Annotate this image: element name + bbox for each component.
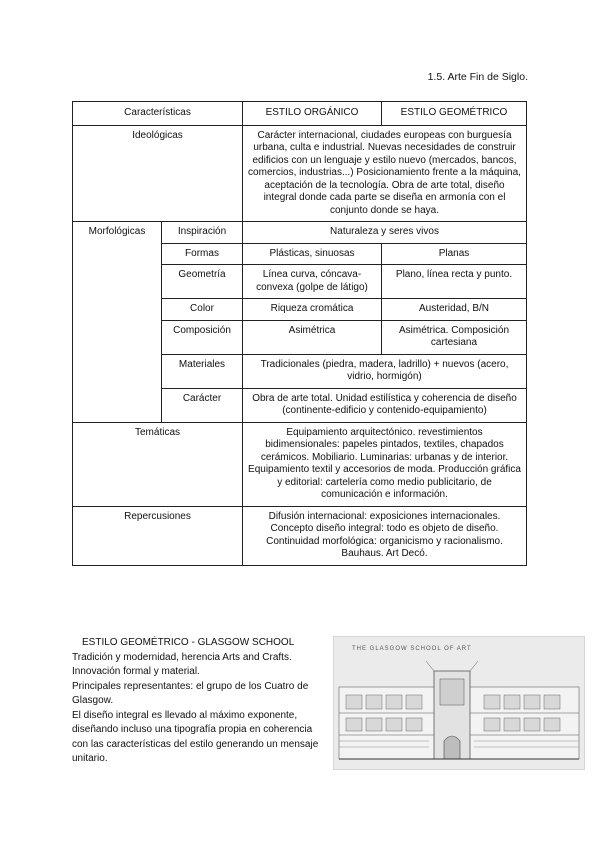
table-row-tematicas <box>73 422 527 506</box>
table-row-repercusiones <box>73 506 527 565</box>
cell-tematicas: Equipamiento arquitectónico. revestimientos bidimensionales: papeles pintados, textiles, chapados cerámicos. Mobiliario. Luminarias: urbanas y de interior. Equipamiento textil y accesorios de moda. Producción gráfica y editorial: cartelería como medio publicitario, de comunicación e información. <box>243 422 527 506</box>
sub-label-composicion: Composición <box>162 320 243 354</box>
sub-label-inspiracion: Inspiración <box>162 222 243 244</box>
cell-color-organico: Riqueza cromática <box>243 299 382 321</box>
glasgow-school-section <box>72 636 322 767</box>
cell-ideologicas: Carácter internacional, ciudades europeas con burguesía urbana, culta e industrial. Nuevas necesidades de construir edificios con un lenguaje y estilo nuevo (mercados, bancos, comercios, industrias...) Posicionamiento frente a la máquina, aceptación de la tecnología. Obra de arte total, diseño integral donde cada parte se diseña en armonía con el conjunto donde se haya. <box>243 125 527 222</box>
cell-formas-organico: Plásticas, sinuosas <box>243 243 382 265</box>
cell-inspiracion: Naturaleza y seres vivos <box>243 222 527 244</box>
table-row-ideologicas <box>73 125 527 222</box>
sub-label-color: Color <box>162 299 243 321</box>
cell-color-geometrico: Austeridad, B/N <box>382 299 527 321</box>
paragraph-line: Tradición y modernidad, herencia Arts and Crafts. <box>72 651 292 663</box>
sub-label-geometria: Geometría <box>162 265 243 299</box>
paragraph-line: El diseño integral es llevado al máximo exponente, diseñando incluso una tipografía propia en coherencia con las características del estilo generando un mensaje unitario. <box>72 709 319 764</box>
cell-geometria-geometrico: Plano, línea recta y punto. <box>382 265 527 299</box>
row-label-ideologicas: Ideológicas <box>73 125 243 222</box>
paragraph-line: Innovación formal y material. <box>72 666 200 677</box>
building-illustration <box>334 637 584 769</box>
row-label-tematicas: Temáticas <box>73 422 243 506</box>
cell-repercusiones: Difusión internacional: exposiciones internacionales. Concepto diseño integral: todo es objeto de diseño. Continuidad morfológica: organicismo y racionalismo. Bauhaus. Art Decó. <box>243 506 527 565</box>
paragraph-line: Principales representantes: el grupo de los Cuatro de Glasgow. <box>72 680 309 706</box>
page-label: 1.5. Arte Fin de Siglo. <box>427 71 528 83</box>
sub-label-caracter: Carácter <box>162 388 243 422</box>
photo-caption: THE GLASGOW SCHOOL OF ART <box>352 646 472 652</box>
characteristics-table <box>72 101 527 566</box>
header-estilo-geometrico: ESTILO GEOMÉTRICO <box>382 102 527 126</box>
cell-formas-geometrico: Planas <box>382 243 527 265</box>
glasgow-school-photo <box>333 636 585 770</box>
cell-composicion-geometrico: Asimétrica. Composición cartesiana <box>382 320 527 354</box>
header-estilo-organico: ESTILO ORGÁNICO <box>243 102 382 126</box>
cell-caracter: Obra de arte total. Unidad estilística y coherencia de diseño (continente-edificio y contenido-equipamiento) <box>243 388 527 422</box>
cell-geometria-organico: Línea curva, cóncava-convexa (golpe de látigo) <box>243 265 382 299</box>
row-label-repercusiones: Repercusiones <box>73 506 243 565</box>
table-header-row <box>73 102 527 126</box>
header-caracteristicas: Características <box>73 102 243 126</box>
row-label-morfologicas: Morfológicas <box>73 222 162 423</box>
section-title: ESTILO GEOMÉTRICO - GLASGOW SCHOOL <box>82 637 295 648</box>
cell-materiales: Tradicionales (piedra, madera, ladrillo) + nuevos (acero, vidrio, hormigón) <box>243 354 527 388</box>
sub-label-materiales: Materiales <box>162 354 243 388</box>
table-row-inspiracion <box>73 222 527 244</box>
cell-composicion-organico: Asimétrica <box>243 320 382 354</box>
sub-label-formas: Formas <box>162 243 243 265</box>
